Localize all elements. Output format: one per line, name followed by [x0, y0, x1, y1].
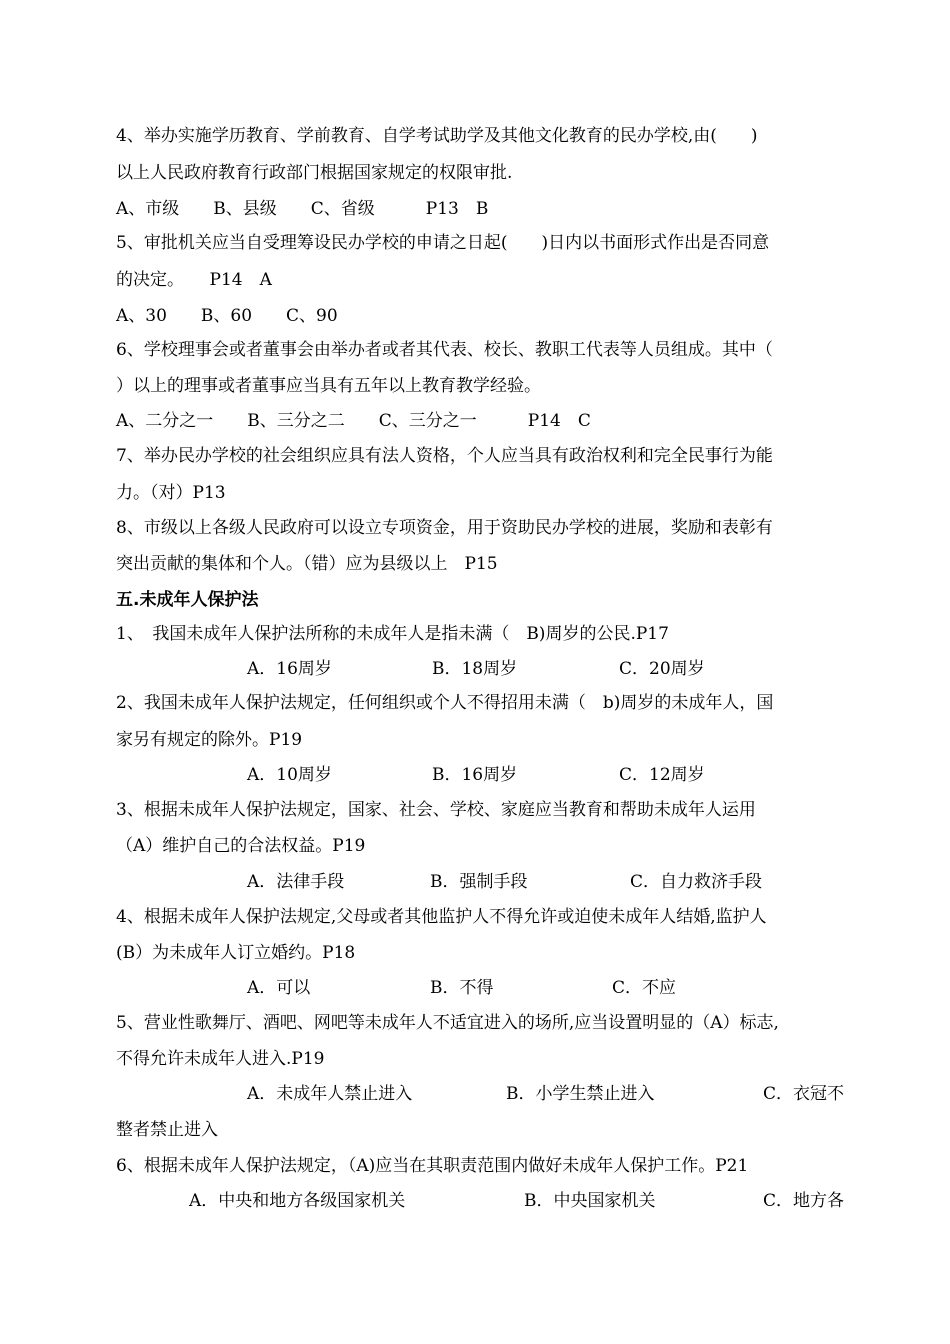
law-question-6-option-a: A．中央和地方各级国家机关 [189, 1191, 406, 1211]
law-question-2-option-a: A．10周岁 [247, 765, 332, 785]
law-question-3-option-b: B．强制手段 [430, 872, 528, 892]
law-question-6-option-c: C．地方各 [763, 1191, 845, 1211]
law-question-2-option-b: B．16周岁 [432, 765, 518, 785]
law-question-1-option-c: C．20周岁 [619, 659, 705, 679]
question-6-options: A、二分之一 B、三分之二 C、三分之一 P14 C [116, 411, 591, 431]
law-question-3-line-1: 3、根据未成年人保护法规定，国家、社会、学校、家庭应当教育和帮助未成年人运用 [116, 800, 756, 820]
law-question-5-option-c: C．衣冠不 [763, 1084, 845, 1104]
law-question-3-option-a: A．法律手段 [247, 872, 345, 892]
law-question-4-line-1: 4、根据未成年人保护法规定,父母或者其他监护人不得允许或迫使未成年人结婚,监护人 [116, 907, 767, 927]
law-question-4-option-b: B．不得 [430, 978, 494, 998]
law-question-4-option-c: C．不应 [612, 978, 677, 998]
question-4-line-1: 4、举办实施学历教育、学前教育、自学考试助学及其他文化教育的民办学校,由( ) [116, 126, 758, 146]
law-question-5-option-b: B．小学生禁止进入 [506, 1084, 655, 1104]
question-7-line-2: 力。（对）P13 [116, 483, 226, 503]
law-question-4-line-2: (B）为未成年人订立婚约。P18 [116, 943, 356, 963]
law-question-3-option-c: C．自力救济手段 [630, 872, 763, 892]
question-4-options: A、市级 B、县级 C、省级 P13 B [116, 199, 489, 219]
law-question-3-line-2: （A）维护自己的合法权益。P19 [116, 836, 366, 856]
law-question-1-line-1: 1、 我国未成年人保护法所称的未成年人是指未满（ B)周岁的公民.P17 [116, 624, 669, 644]
law-question-6-line-1: 6、根据未成年人保护法规定，（A)应当在其职责范围内做好未成年人保护工作。P21 [116, 1156, 749, 1176]
law-question-2-line-1: 2、我国未成年人保护法规定，任何组织或个人不得招用未满（ b)周岁的未成年人，国 [116, 693, 774, 713]
law-question-1-option-b: B．18周岁 [432, 659, 518, 679]
question-6-line-1: 6、学校理事会或者董事会由举办者或者其代表、校长、教职工代表等人员组成。其中（ [116, 340, 773, 360]
law-question-4-option-a: A．可以 [247, 978, 311, 998]
question-4-line-2: 以上人民政府教育行政部门根据国家规定的权限审批. [116, 163, 513, 183]
law-question-2-option-c: C．12周岁 [619, 765, 705, 785]
law-question-5-option-a: A．未成年人禁止进入 [247, 1084, 413, 1104]
question-5-options: A、30 B、60 C、90 [116, 306, 338, 326]
question-6-line-2: ）以上的理事或者董事应当具有五年以上教育教学经验。 [116, 376, 541, 396]
question-8-line-2: 突出贡献的集体和个人。（错）应为县级以上 P15 [116, 554, 498, 574]
law-question-5-line-2: 不得允许未成年人进入.P19 [116, 1049, 325, 1069]
question-5-line-2: 的决定。 P14 A [116, 270, 272, 290]
law-question-1-option-a: A．16周岁 [247, 659, 332, 679]
law-question-5-line-1: 5、营业性歌舞厅、酒吧、网吧等未成年人不适宜进入的场所,应当设置明显的（A）标志, [116, 1013, 779, 1033]
law-question-2-line-2: 家另有规定的除外。P19 [116, 730, 303, 750]
law-question-6-option-b: B．中央国家机关 [524, 1191, 656, 1211]
question-5-line-1: 5、审批机关应当自受理筹设民办学校的申请之日起( )日内以书面形式作出是否同意 [116, 233, 770, 253]
law-question-5-option-c-continued: 整者禁止进入 [116, 1120, 218, 1140]
question-7-line-1: 7、举办民办学校的社会组织应具有法人资格，个人应当具有政治权利和完全民事行为能 [116, 446, 773, 466]
section-heading: 五.未成年人保护法 [116, 590, 259, 610]
question-8-line-1: 8、市级以上各级人民政府可以设立专项资金，用于资助民办学校的进展，奖励和表彰有 [116, 518, 773, 538]
